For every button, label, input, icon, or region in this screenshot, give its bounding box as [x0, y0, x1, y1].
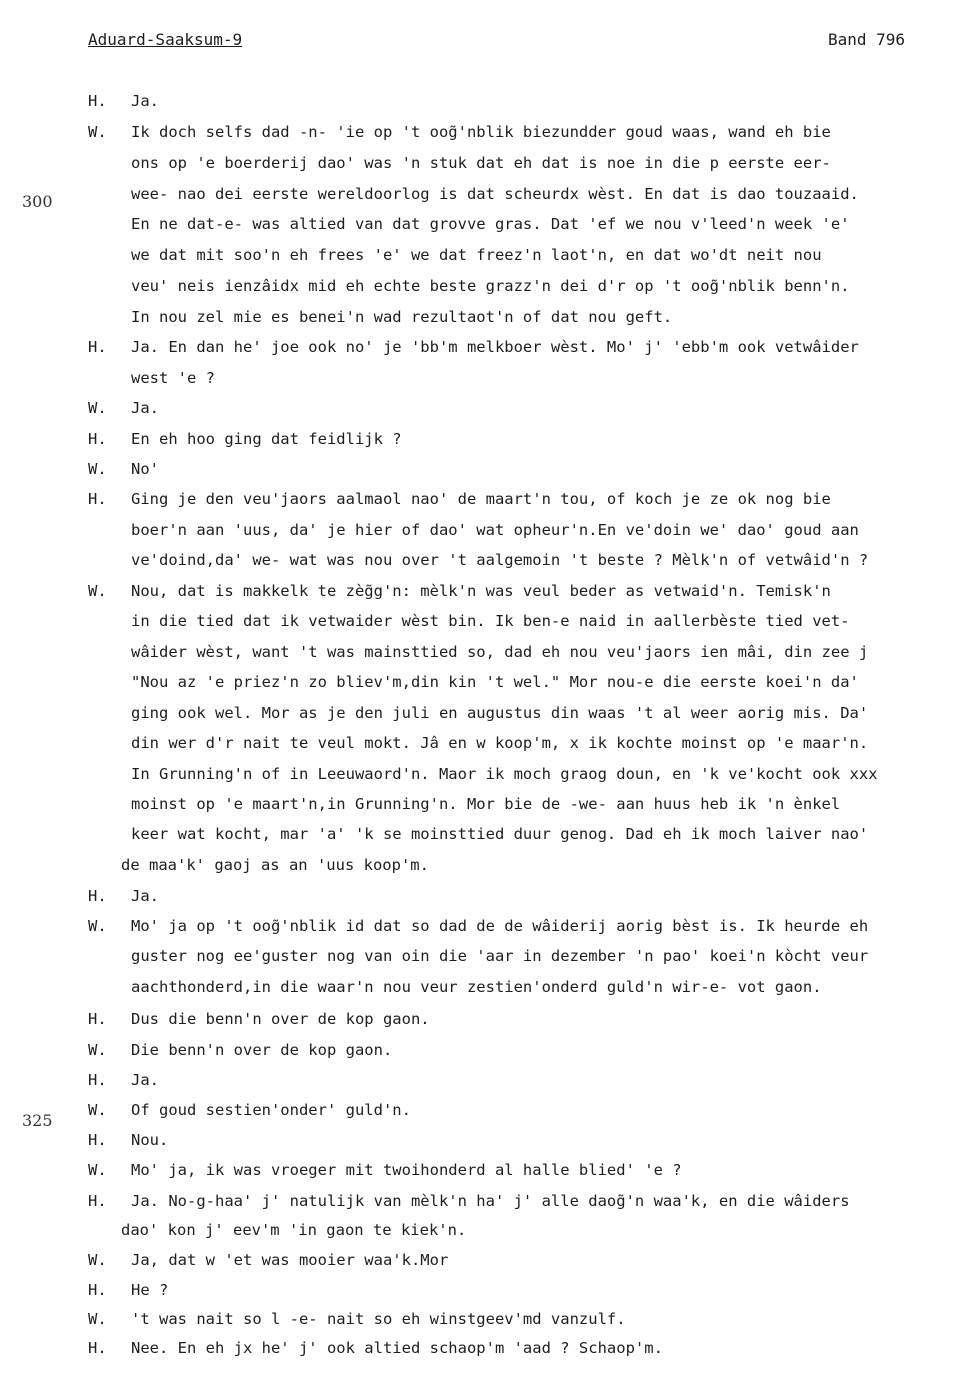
- margin-line-number: 300: [22, 192, 53, 211]
- speaker-label: W.: [88, 917, 107, 935]
- line-text: keer wat kocht, mar 'a' 'k se moinsttied duur genog. Dad eh ik moch laiver nao': [131, 825, 869, 843]
- line-text: En eh hoo ging dat feidlijk ?: [131, 430, 402, 448]
- speaker-label: W.: [88, 460, 107, 478]
- line-text: moinst op 'e maart'n,in Grunning'n. Mor bie de -we- aan huus heb ik 'n ènkel: [131, 795, 841, 813]
- speaker-label: H.: [88, 338, 107, 356]
- speaker-label: H.: [88, 430, 107, 448]
- speaker-label: W.: [88, 1101, 107, 1119]
- line-text: Ja.: [131, 399, 159, 417]
- line-text: guster nog ee'guster nog van oin die 'aar in dezember 'n pao' koei'n kòcht veur: [131, 947, 869, 965]
- line-text: veu' neis ienzâidx mid eh echte beste grazz'n dei d'r op 't oog̃'nblik benn'n.: [131, 277, 850, 295]
- line-text: in die tied dat ik vetwaider wèst bin. Ik ben-e naid in aallerbèste tied vet-: [131, 612, 850, 630]
- speaker-label: H.: [88, 887, 107, 905]
- line-text: Ja, dat w 'et was mooier waa'k.Mor: [131, 1251, 449, 1269]
- line-text: Mo' ja op 't oog̃'nblik id dat so dad de de wâiderij aorig bèst is. Ik heurde eh: [131, 917, 869, 935]
- line-text: Die benn'n over de kop gaon.: [131, 1041, 393, 1059]
- line-text: de maa'k' gaoj as an 'uus koop'm.: [121, 856, 429, 874]
- speaker-label: H.: [88, 1071, 107, 1089]
- speaker-label: W.: [88, 399, 107, 417]
- line-text: dao' kon j' eev'm 'in gaon te kiek'n.: [121, 1221, 467, 1239]
- speaker-label: H.: [88, 1131, 107, 1149]
- speaker-label: H.: [88, 1339, 107, 1357]
- line-text: Nee. En eh jx he' j' ook altied schaop'm 'aad ? Schaop'm.: [131, 1339, 663, 1357]
- line-text: En ne dat-e- was altied van dat grovve gras. Dat 'ef we nou v'leed'n week 'e': [131, 215, 850, 233]
- line-text: Ja. No-g-haa' j' natulijk van mèlk'n ha' j' alle daog̃'n waa'k, en die wâiders: [131, 1192, 850, 1210]
- speaker-label: H.: [88, 1010, 107, 1028]
- speaker-label: H.: [88, 490, 107, 508]
- line-text: Ja. En dan he' joe ook no' je 'bb'm melkboer wèst. Mo' j' 'ebb'm ook vetwâider: [131, 338, 859, 356]
- line-text: Nou.: [131, 1131, 169, 1149]
- line-text: we dat mit soo'n eh frees 'e' we dat freez'n laot'n, en dat wo'dt neit nou: [131, 246, 822, 264]
- margin-line-number: 325: [22, 1111, 53, 1130]
- line-text: wâider wèst, want 't was mainsttied so, dad eh nou veu'jaors ien mâi, din zee j: [131, 643, 869, 661]
- speaker-label: W.: [88, 1161, 107, 1179]
- line-text: wee- nao dei eerste wereldoorlog is dat scheurdx wèst. En dat is dao touzaaid.: [131, 185, 859, 203]
- line-text: ging ook wel. Mor as je den juli en augustus din waas 't al weer aorig mis. Da': [131, 704, 869, 722]
- line-text: "Nou az 'e priez'n zo bliev'm,din kin 't wel." Mor nou-e die eerste koei'n da': [131, 673, 859, 691]
- line-text: Ja.: [131, 92, 159, 110]
- line-text: He ?: [131, 1281, 169, 1299]
- document-header-left: Aduard-Saaksum-9: [88, 30, 243, 49]
- line-text: Of goud sestien'onder' guld'n.: [131, 1101, 411, 1119]
- line-text: Ja.: [131, 887, 159, 905]
- line-text: In Grunning'n of in Leeuwaord'n. Maor ik moch graog doun, en 'k ve'kocht ook xxx: [131, 765, 878, 783]
- speaker-label: W.: [88, 582, 107, 600]
- line-text: Ik doch selfs dad -n- 'ie op 't oog̃'nblik biezundder goud waas, wand eh bie: [131, 123, 831, 141]
- line-text: Nou, dat is makkelk te zèg̃g'n: mèlk'n was veul beder as vetwaid'n. Temisk'n: [131, 582, 831, 600]
- speaker-label: H.: [88, 92, 107, 110]
- line-text: Mo' ja, ik was vroeger mit twoihonderd al halle blied' 'e ?: [131, 1161, 682, 1179]
- speaker-label: W.: [88, 1310, 107, 1328]
- line-text: Ja.: [131, 1071, 159, 1089]
- document-header-right: Band 796: [827, 30, 905, 49]
- line-text: west 'e ?: [131, 369, 215, 387]
- speaker-label: H.: [88, 1192, 107, 1210]
- line-text: In nou zel mie es benei'n wad rezultaot'n of dat nou geft.: [131, 308, 673, 326]
- line-text: din wer d'r nait te veul mokt. Jâ en w koop'm, x ik kochte moinst op 'e maar'n.: [131, 734, 869, 752]
- line-text: Ging je den veu'jaors aalmaol nao' de maart'n tou, of koch je ze ok nog bie: [131, 490, 831, 508]
- speaker-label: W.: [88, 123, 107, 141]
- line-text: Dus die benn'n over de kop gaon.: [131, 1010, 430, 1028]
- speaker-label: H.: [88, 1281, 107, 1299]
- line-text: ve'doind,da' we- wat was nou over 't aalgemoin 't beste ? Mèlk'n of vetwâid'n ?: [131, 551, 869, 569]
- line-text: No': [131, 460, 159, 478]
- line-text: ons op 'e boerderij dao' was 'n stuk dat eh dat is noe in die p eerste eer-: [131, 154, 831, 172]
- speaker-label: W.: [88, 1251, 107, 1269]
- line-text: 't was nait so l -e- nait so eh winstgeev'md vanzulf.: [131, 1310, 626, 1328]
- line-text: aachthonderd,in die waar'n nou veur zestien'onderd guld'n wir-e- vot gaon.: [131, 978, 822, 996]
- speaker-label: W.: [88, 1041, 107, 1059]
- line-text: boer'n aan 'uus, da' je hier of dao' wat opheur'n.En ve'doin we' dao' goud aan: [131, 521, 859, 539]
